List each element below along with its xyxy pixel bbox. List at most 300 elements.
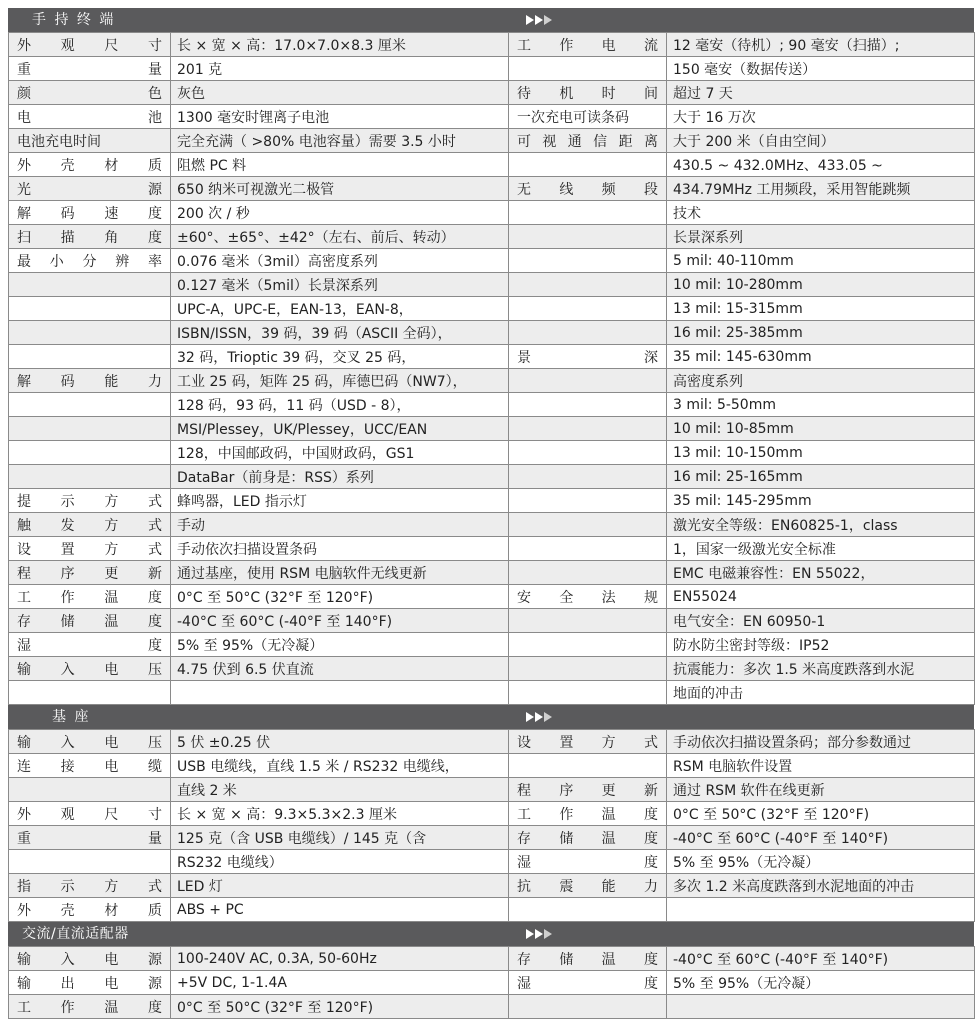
table-row	[9, 681, 975, 705]
spec-value-text: 蜂鸣器，LED 指示灯	[177, 493, 307, 510]
spec-value	[171, 81, 509, 105]
spec-value-text: 200 次 / 秒	[177, 205, 250, 222]
spec-value	[171, 33, 509, 57]
spec-value-text: 防水防尘密封等级：IP52	[673, 637, 830, 654]
arrow-right-icon	[535, 15, 543, 25]
spec-table-base	[8, 729, 975, 922]
spec-value-text: 16 mil: 25-165mm	[673, 468, 803, 485]
table-row	[9, 850, 975, 874]
spec-value	[171, 321, 509, 345]
spec-value	[171, 153, 509, 177]
spec-value-text: 技术	[673, 205, 701, 222]
table-row	[9, 802, 975, 826]
spec-label	[9, 153, 171, 177]
spec-label	[9, 33, 171, 57]
spec-value	[667, 898, 975, 922]
spec-value	[667, 778, 975, 802]
spec-label	[9, 57, 171, 81]
spec-label	[9, 321, 171, 345]
spec-value-text: 3 mil: 5-50mm	[673, 396, 776, 413]
spec-label	[509, 129, 667, 153]
table-row	[9, 441, 975, 465]
spec-value	[171, 585, 509, 609]
spec-value-text: 125 克（含 USB 电缆线）/ 145 克（含	[177, 830, 427, 847]
spec-label-text: 外 观 尺 寸	[17, 37, 162, 54]
spec-value	[171, 297, 509, 321]
spec-label	[9, 297, 171, 321]
spec-label	[509, 177, 667, 201]
spec-value	[171, 201, 509, 225]
spec-label-text: 抗 震 能 力	[517, 878, 658, 895]
spec-label	[509, 826, 667, 850]
spec-label	[9, 417, 171, 441]
spec-label	[9, 730, 171, 754]
arrow-right-icon	[526, 929, 534, 939]
spec-value-text: 抗震能力：多次 1.5 米高度跌落到水泥	[673, 661, 915, 678]
spec-label	[9, 874, 171, 898]
spec-value	[171, 633, 509, 657]
spec-label	[509, 249, 667, 273]
spec-value-text: 完全充满（ >80% 电池容量）需要 3.5 小时	[177, 133, 456, 150]
spec-value-text: 手动	[177, 517, 205, 534]
spec-label	[509, 273, 667, 297]
spec-value	[171, 441, 509, 465]
spec-table-handheld	[8, 32, 975, 705]
table-row	[9, 57, 975, 81]
spec-label-text: 存 储 温 度	[517, 830, 658, 847]
spec-label	[9, 971, 171, 995]
spec-value	[171, 513, 509, 537]
spec-value-text: 0.127 毫米（5mil）长景深系列	[177, 277, 378, 294]
spec-value-text: 32 码，Trioptic 39 码，交叉 25 码，	[177, 349, 416, 366]
spec-value-text: 5 mil: 40-110mm	[673, 252, 794, 269]
spec-label	[509, 393, 667, 417]
table-row	[9, 273, 975, 297]
spec-label	[509, 417, 667, 441]
spec-value	[171, 465, 509, 489]
spec-label-text: 工 作 温 度	[517, 806, 658, 823]
spec-label-text: 外 观 尺 寸	[17, 806, 162, 823]
spec-label	[509, 225, 667, 249]
spec-label	[9, 81, 171, 105]
spec-label	[9, 898, 171, 922]
spec-value	[171, 681, 509, 705]
spec-value	[667, 81, 975, 105]
arrow-right-icon	[526, 15, 534, 25]
spec-value	[667, 441, 975, 465]
spec-label	[9, 681, 171, 705]
spec-value	[667, 585, 975, 609]
spec-value	[667, 657, 975, 681]
spec-label	[509, 441, 667, 465]
spec-value-text: 4.75 伏到 6.5 伏直流	[177, 661, 314, 678]
spec-label	[509, 153, 667, 177]
spec-label-text: 重 量	[17, 830, 162, 847]
spec-value-text: 工业 25 码，矩阵 25 码，库德巴码（NW7），	[177, 373, 467, 390]
spec-value-text: USB 电缆线，直线 1.5 米 / RS232 电缆线，	[177, 758, 459, 775]
spec-label	[9, 585, 171, 609]
table-row	[9, 105, 975, 129]
spec-label	[9, 657, 171, 681]
spec-label	[9, 489, 171, 513]
spec-value	[171, 995, 509, 1019]
spec-label-text: 湿 度	[517, 854, 658, 871]
spec-value	[667, 561, 975, 585]
arrow-icon-group	[526, 8, 553, 32]
spec-label	[509, 105, 667, 129]
table-row	[9, 225, 975, 249]
spec-label	[509, 898, 667, 922]
spec-label	[9, 177, 171, 201]
table-row	[9, 153, 975, 177]
spec-value-text: ±60°、±65°、±42°（左右、前后、转动）	[177, 229, 455, 246]
spec-value	[171, 609, 509, 633]
section-header	[8, 922, 974, 946]
spec-value	[667, 513, 975, 537]
spec-label	[9, 537, 171, 561]
spec-label	[509, 465, 667, 489]
spec-value	[171, 778, 509, 802]
spec-value-text: 大于 16 万次	[673, 109, 756, 126]
spec-label-text: 提 示 方 式	[17, 493, 162, 510]
spec-value-text: 13 mil: 10-150mm	[673, 444, 803, 461]
spec-label-text: 解 码 能 力	[17, 373, 162, 390]
spec-label	[509, 369, 667, 393]
spec-value	[667, 225, 975, 249]
spec-label	[9, 393, 171, 417]
spec-value-text: 1，国家一级激光安全标准	[673, 541, 836, 558]
table-row	[9, 826, 975, 850]
spec-label	[9, 754, 171, 778]
spec-label-text: 湿 度	[17, 637, 162, 654]
spec-label-text: 存 储 温 度	[17, 613, 162, 630]
spec-value-text: 430.5 ~ 432.0MHz、433.05 ~	[673, 157, 883, 174]
spec-label	[509, 33, 667, 57]
spec-label-text: 景 深	[517, 349, 658, 366]
spec-label-text: 解 码 速 度	[17, 205, 162, 222]
table-row	[9, 561, 975, 585]
spec-label-text: 安 全 法 规	[517, 589, 658, 606]
table-row	[9, 369, 975, 393]
arrow-right-icon	[544, 15, 552, 25]
spec-label	[9, 947, 171, 971]
spec-value-text: 0°C 至 50°C (32°F 至 120°F)	[177, 589, 374, 606]
arrow-right-icon	[544, 929, 552, 939]
spec-label-text: 触 发 方 式	[17, 517, 162, 534]
spec-value-text: 0.076 毫米（3mil）高密度系列	[177, 253, 378, 270]
section-title: 交流/直流适配器	[22, 926, 129, 942]
table-row	[9, 345, 975, 369]
spec-value-text: 大于 200 米（自由空间）	[673, 133, 835, 150]
spec-value	[667, 850, 975, 874]
spec-value-text: 35 mil: 145-295mm	[673, 492, 812, 509]
spec-value-text: 10 mil: 10-85mm	[673, 420, 794, 437]
spec-label-text: 工 作 温 度	[17, 589, 162, 606]
spec-value	[171, 850, 509, 874]
table-row	[9, 249, 975, 273]
spec-value-text: EMC 电磁兼容性：EN 55022，	[673, 565, 875, 582]
spec-label-text: 指 示 方 式	[17, 878, 162, 895]
section-adapter	[8, 922, 974, 1019]
spec-label	[509, 995, 667, 1019]
spec-value-text: 35 mil: 145-630mm	[673, 348, 812, 365]
spec-value	[171, 561, 509, 585]
spec-label-text: 连 接 电 缆	[17, 758, 162, 775]
spec-value	[667, 369, 975, 393]
table-row	[9, 177, 975, 201]
spec-label	[9, 105, 171, 129]
spec-value	[667, 995, 975, 1019]
spec-value-text: -40°C 至 60°C (-40°F 至 140°F)	[673, 951, 889, 968]
spec-label-text: 外 壳 材 质	[17, 902, 162, 919]
spec-value	[667, 489, 975, 513]
spec-value-text: 5% 至 95%（无冷凝）	[673, 975, 820, 992]
spec-value	[171, 802, 509, 826]
spec-value	[667, 681, 975, 705]
spec-value	[667, 826, 975, 850]
spec-label	[9, 465, 171, 489]
spec-value	[667, 249, 975, 273]
table-row	[9, 201, 975, 225]
spec-value	[171, 177, 509, 201]
spec-value-text: 阻燃 PC 料	[177, 157, 247, 174]
spec-label	[9, 778, 171, 802]
arrow-right-icon	[544, 712, 552, 722]
spec-value-text: UPC-A，UPC-E，EAN-13，EAN-8，	[177, 301, 413, 318]
table-row	[9, 81, 975, 105]
spec-label-text: 扫 描 角 度	[17, 229, 162, 246]
spec-label	[509, 657, 667, 681]
spec-value	[171, 898, 509, 922]
spec-label-text: 湿 度	[517, 975, 658, 992]
spec-label	[9, 826, 171, 850]
table-row	[9, 465, 975, 489]
table-row	[9, 657, 975, 681]
spec-label	[509, 321, 667, 345]
arrow-right-icon	[535, 929, 543, 939]
spec-value-text: 长 × 宽 × 高：17.0×7.0×8.3 厘米	[177, 37, 406, 54]
spec-label-text: 工 作 温 度	[17, 999, 162, 1016]
spec-value-text: -40°C 至 60°C (-40°F 至 140°F)	[673, 830, 889, 847]
table-row	[9, 754, 975, 778]
spec-value-text: 长 × 宽 × 高：9.3×5.3×2.3 厘米	[177, 806, 397, 823]
spec-value	[171, 537, 509, 561]
section-title: 基 座	[52, 709, 91, 725]
spec-label	[509, 537, 667, 561]
spec-label	[509, 633, 667, 657]
spec-value	[171, 874, 509, 898]
spec-value-text: 128 码，93 码，11 码（USD - 8），	[177, 397, 411, 414]
spec-label-text: 程 序 更 新	[517, 782, 658, 799]
spec-label	[9, 850, 171, 874]
spec-label	[509, 730, 667, 754]
spec-label	[509, 489, 667, 513]
spec-label	[9, 561, 171, 585]
spec-value	[667, 105, 975, 129]
spec-label	[509, 971, 667, 995]
spec-value-text: 16 mil: 25-385mm	[673, 324, 803, 341]
spec-value-text: 多次 1.2 米高度跌落到水泥地面的冲击	[673, 878, 915, 895]
spec-value	[667, 201, 975, 225]
table-row	[9, 129, 975, 153]
spec-value	[171, 657, 509, 681]
table-row	[9, 971, 975, 995]
spec-label	[9, 273, 171, 297]
spec-value	[171, 129, 509, 153]
spec-label-text: 外 壳 材 质	[17, 157, 162, 174]
spec-label	[509, 561, 667, 585]
arrow-right-icon	[535, 712, 543, 722]
spec-value-text: 高密度系列	[673, 373, 743, 390]
spec-label-text: 待 机 时 间	[517, 85, 658, 102]
spec-label	[509, 81, 667, 105]
section-title: 手 持 终 端	[32, 12, 116, 28]
spec-value	[171, 369, 509, 393]
spec-value-text: 5% 至 95%（无冷凝）	[177, 637, 324, 654]
spec-label-text: 输 入 电 压	[17, 734, 162, 751]
spec-label	[509, 802, 667, 826]
table-row	[9, 633, 975, 657]
section-header	[8, 705, 974, 729]
spec-value-text: DataBar（前身是：RSS）系列	[177, 469, 374, 486]
table-row	[9, 778, 975, 802]
spec-value-text: 100-240V AC, 0.3A, 50-60Hz	[177, 950, 377, 967]
spec-label	[509, 585, 667, 609]
spec-value	[667, 609, 975, 633]
spec-label	[509, 513, 667, 537]
spec-label	[509, 778, 667, 802]
spec-label	[9, 249, 171, 273]
spec-label-text: 无 线 频 段	[517, 181, 658, 198]
arrow-right-icon	[526, 712, 534, 722]
spec-value	[171, 417, 509, 441]
table-row	[9, 947, 975, 971]
arrow-icon-group	[526, 705, 553, 729]
spec-label	[509, 345, 667, 369]
spec-value	[667, 874, 975, 898]
spec-label-text: 设 置 方 式	[517, 734, 658, 751]
spec-value	[171, 826, 509, 850]
spec-value-text: 128，中国邮政码，中国财政码，GS1	[177, 445, 415, 462]
spec-value-text: 通过基座，使用 RSM 电脑软件无线更新	[177, 565, 427, 582]
spec-value	[667, 393, 975, 417]
spec-table-adapter	[8, 946, 975, 1019]
table-row	[9, 321, 975, 345]
table-row	[9, 537, 975, 561]
spec-value-text: 灰色	[177, 85, 205, 102]
table-row	[9, 513, 975, 537]
spec-label-text: 输 入 电 源	[17, 951, 162, 968]
spec-value-text: -40°C 至 60°C (-40°F 至 140°F)	[177, 613, 393, 630]
spec-value-text: 0°C 至 50°C (32°F 至 120°F)	[177, 999, 374, 1016]
spec-value	[667, 465, 975, 489]
spec-value-text: 手动依次扫描设置条码	[177, 541, 317, 558]
spec-label	[509, 947, 667, 971]
spec-label	[9, 129, 171, 153]
spec-label	[9, 345, 171, 369]
spec-value-text: 地面的冲击	[673, 685, 743, 702]
spec-value	[667, 802, 975, 826]
spec-value-text: +5V DC, 1-1.4A	[177, 974, 287, 991]
spec-label	[9, 995, 171, 1019]
spec-value	[667, 321, 975, 345]
table-row	[9, 874, 975, 898]
spec-label	[509, 754, 667, 778]
spec-value	[667, 177, 975, 201]
spec-value	[667, 129, 975, 153]
spec-label	[9, 225, 171, 249]
spec-value-text: 激光安全等级：EN60825-1，class	[673, 517, 898, 534]
spec-value	[171, 249, 509, 273]
spec-label-text: 工 作 电 流	[517, 37, 658, 54]
spec-value-text: 手动依次扫描设置条码；部分参数通过	[673, 734, 911, 751]
spec-label	[509, 681, 667, 705]
spec-value-text: 长景深系列	[673, 229, 743, 246]
section-base	[8, 705, 974, 922]
table-row	[9, 898, 975, 922]
spec-value-text: EN55024	[673, 588, 737, 605]
table-row	[9, 995, 975, 1019]
spec-label	[9, 802, 171, 826]
spec-value-text: 超过 7 天	[673, 85, 733, 102]
spec-label-text: 电 池	[17, 109, 162, 126]
spec-label	[9, 441, 171, 465]
table-row	[9, 609, 975, 633]
spec-value	[171, 754, 509, 778]
table-row	[9, 297, 975, 321]
spec-value	[667, 633, 975, 657]
spec-value	[171, 105, 509, 129]
spec-label-text: 重 量	[17, 61, 162, 78]
table-row	[9, 417, 975, 441]
spec-value-text: 5% 至 95%（无冷凝）	[673, 854, 820, 871]
spec-label	[509, 874, 667, 898]
spec-label	[509, 850, 667, 874]
spec-value-text: 650 纳米可视激光二极管	[177, 181, 335, 198]
spec-value	[171, 345, 509, 369]
spec-value-text: 12 毫安（待机）; 90 毫安（扫描）;	[673, 37, 900, 54]
spec-value	[667, 947, 975, 971]
spec-value	[667, 971, 975, 995]
spec-value	[667, 153, 975, 177]
spec-label	[509, 297, 667, 321]
spec-value-text: 434.79MHz 工用频段，采用智能跳频	[673, 181, 911, 198]
spec-label	[509, 201, 667, 225]
spec-value-text: 1300 毫安时锂离子电池	[177, 109, 330, 126]
section-handheld	[8, 8, 974, 705]
spec-value	[171, 225, 509, 249]
spec-label-text: 颜 色	[17, 85, 162, 102]
spec-value	[667, 33, 975, 57]
spec-label	[9, 369, 171, 393]
spec-label	[509, 57, 667, 81]
spec-label-text: 程 序 更 新	[17, 565, 162, 582]
spec-value-text: ISBN/ISSN，39 码，39 码（ASCII 全码），	[177, 325, 452, 342]
spec-value	[667, 730, 975, 754]
spec-label-text: 光 源	[17, 181, 162, 198]
table-row	[9, 730, 975, 754]
spec-value	[667, 417, 975, 441]
table-row	[9, 393, 975, 417]
spec-label	[9, 201, 171, 225]
spec-value	[667, 297, 975, 321]
spec-value	[171, 489, 509, 513]
spec-label-text: 存 储 温 度	[517, 951, 658, 968]
spec-value-text: 13 mil: 15-315mm	[673, 300, 803, 317]
spec-value-text: 直线 2 米	[177, 782, 237, 799]
spec-value	[171, 971, 509, 995]
spec-value-text: ABS + PC	[177, 901, 244, 918]
